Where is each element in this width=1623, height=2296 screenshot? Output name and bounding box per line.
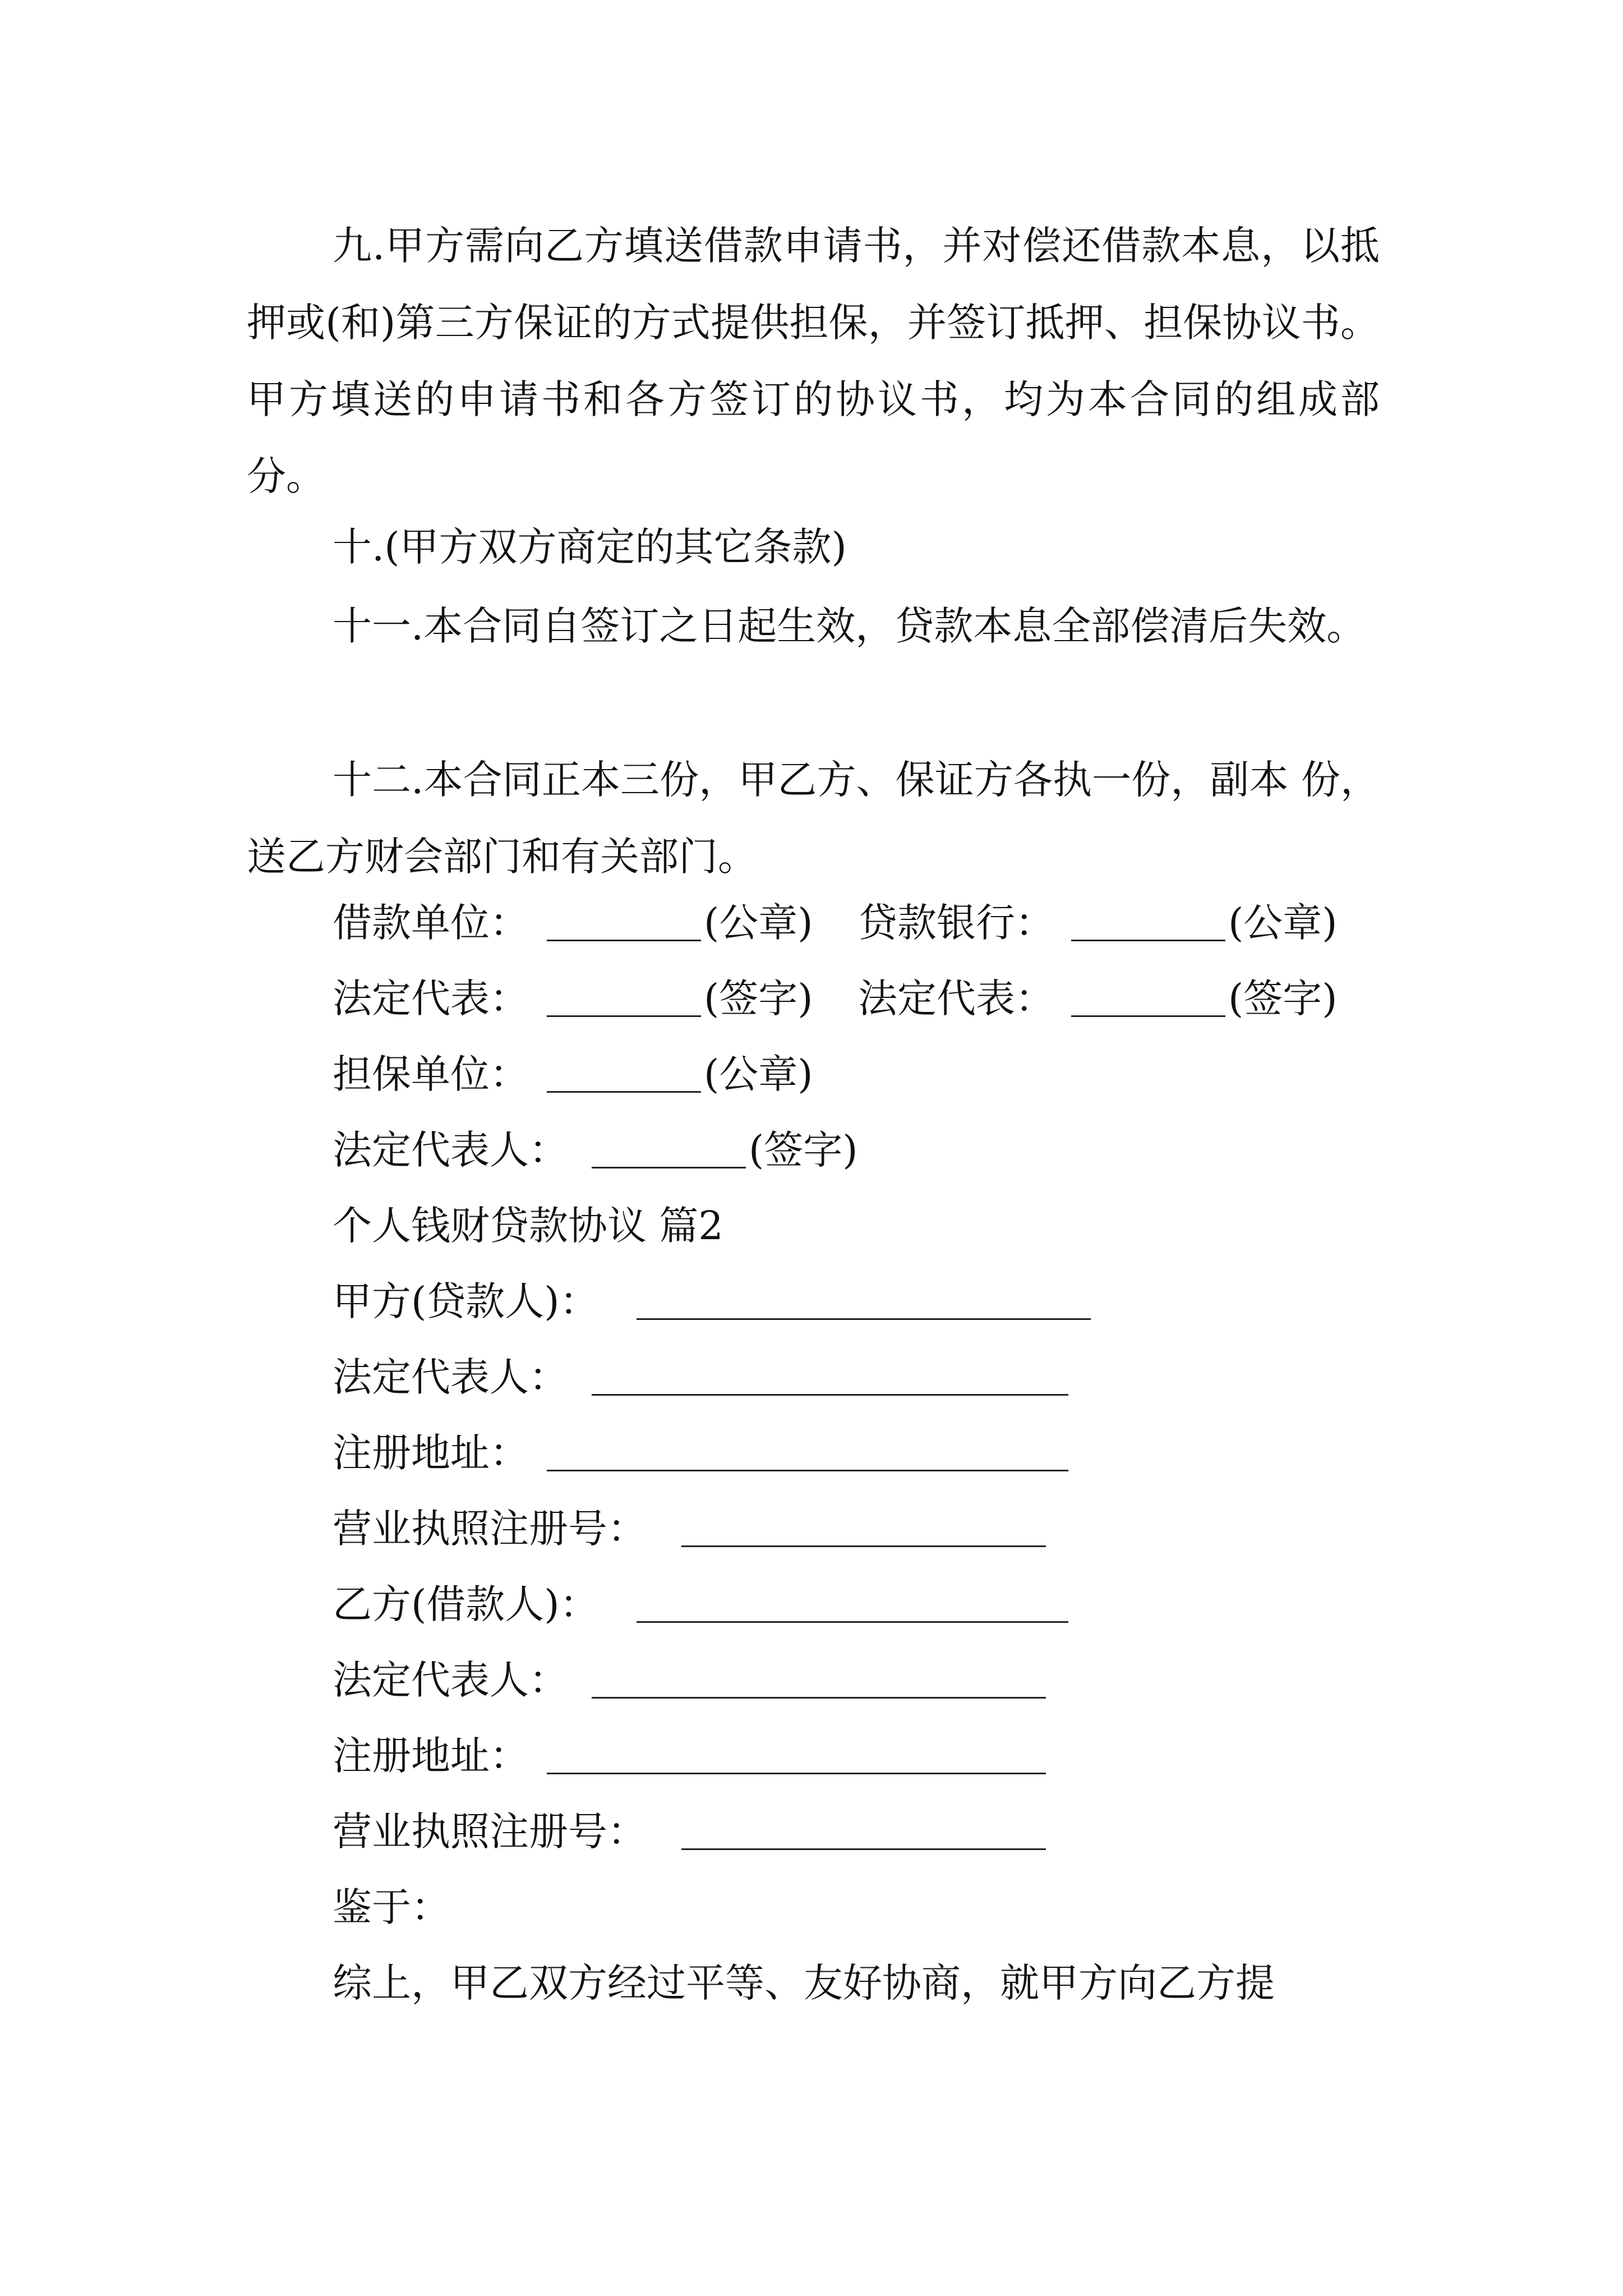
lender-bank-label: 贷款银行： xyxy=(858,900,1054,946)
party-b-license-blank[interactable] xyxy=(681,1809,1046,1850)
seal-label-2: (公章) xyxy=(1228,900,1338,946)
party-b-name-blank[interactable] xyxy=(637,1582,1068,1623)
party-b-license-label: 营业执照注册号： xyxy=(333,1809,647,1855)
party-b-legal-rep-blank[interactable] xyxy=(592,1658,1046,1699)
party-a-address-label: 注册地址： xyxy=(333,1430,529,1476)
party-a-license-label: 营业执照注册号： xyxy=(333,1506,647,1552)
guarantor-unit-blank[interactable] xyxy=(547,1052,701,1093)
party-b-title-label: 乙方(借款人)： xyxy=(333,1581,599,1627)
legal-rep-blank-a[interactable] xyxy=(547,976,701,1017)
seal-label-3: (公章) xyxy=(704,1051,813,1097)
whereas-label: 鉴于： xyxy=(333,1884,450,1930)
party-a-name-blank[interactable] xyxy=(637,1279,1091,1320)
party-a-address-blank[interactable] xyxy=(547,1430,1068,1471)
section-title: 个人钱财贷款协议 篇2 xyxy=(333,1203,723,1249)
borrower-unit-label: 借款单位： xyxy=(333,900,529,946)
legal-rep-person-blank[interactable] xyxy=(592,1128,746,1168)
sign-label-1: (签字) xyxy=(704,976,813,1022)
borrower-unit-blank[interactable] xyxy=(547,900,701,941)
guarantor-unit-label: 担保单位： xyxy=(333,1051,529,1097)
clause-11: 十一.本合同自签订之日起生效，贷款本息全部偿清后失效。 xyxy=(333,603,1366,649)
party-b-address-blank[interactable] xyxy=(547,1733,1046,1774)
party-b-legal-rep-label: 法定代表人： xyxy=(333,1657,568,1703)
clause-10: 十.(甲方双方商定的其它条款) xyxy=(333,524,847,570)
seal-label-1: (公章) xyxy=(704,900,813,946)
party-a-title-label: 甲方(贷款人)： xyxy=(333,1278,599,1324)
clause-12: 十二.本合同正本三份，甲乙方、保证方各执一份，副本 份，送乙方财会部门和有关部门。 xyxy=(247,757,1380,880)
clause-9: 九.甲方需向乙方填送借款申请书，并对偿还借款本息，以抵押或(和)第三方保证的方式提供担保，并签订抵押、担保协议书。甲方填送的申请书和各方签订的协议书，均为本合同的组成部分。 xyxy=(247,223,1380,499)
sign-label-3: (签字) xyxy=(749,1127,858,1173)
summary-text: 综上，甲乙双方经过平等、友好协商，就甲方向乙方提 xyxy=(333,1960,1275,2006)
party-a-legal-rep-label: 法定代表人： xyxy=(333,1354,568,1400)
legal-rep-label-a: 法定代表： xyxy=(333,976,529,1022)
legal-rep-label-b: 法定代表： xyxy=(858,976,1054,1022)
legal-rep-blank-b[interactable] xyxy=(1071,976,1225,1017)
party-b-address-label: 注册地址： xyxy=(333,1733,529,1779)
party-a-legal-rep-blank[interactable] xyxy=(592,1355,1068,1396)
party-a-license-blank[interactable] xyxy=(681,1506,1046,1547)
legal-rep-person-label: 法定代表人： xyxy=(333,1127,568,1173)
lender-bank-blank[interactable] xyxy=(1071,900,1225,941)
sign-label-2: (签字) xyxy=(1228,976,1338,1022)
